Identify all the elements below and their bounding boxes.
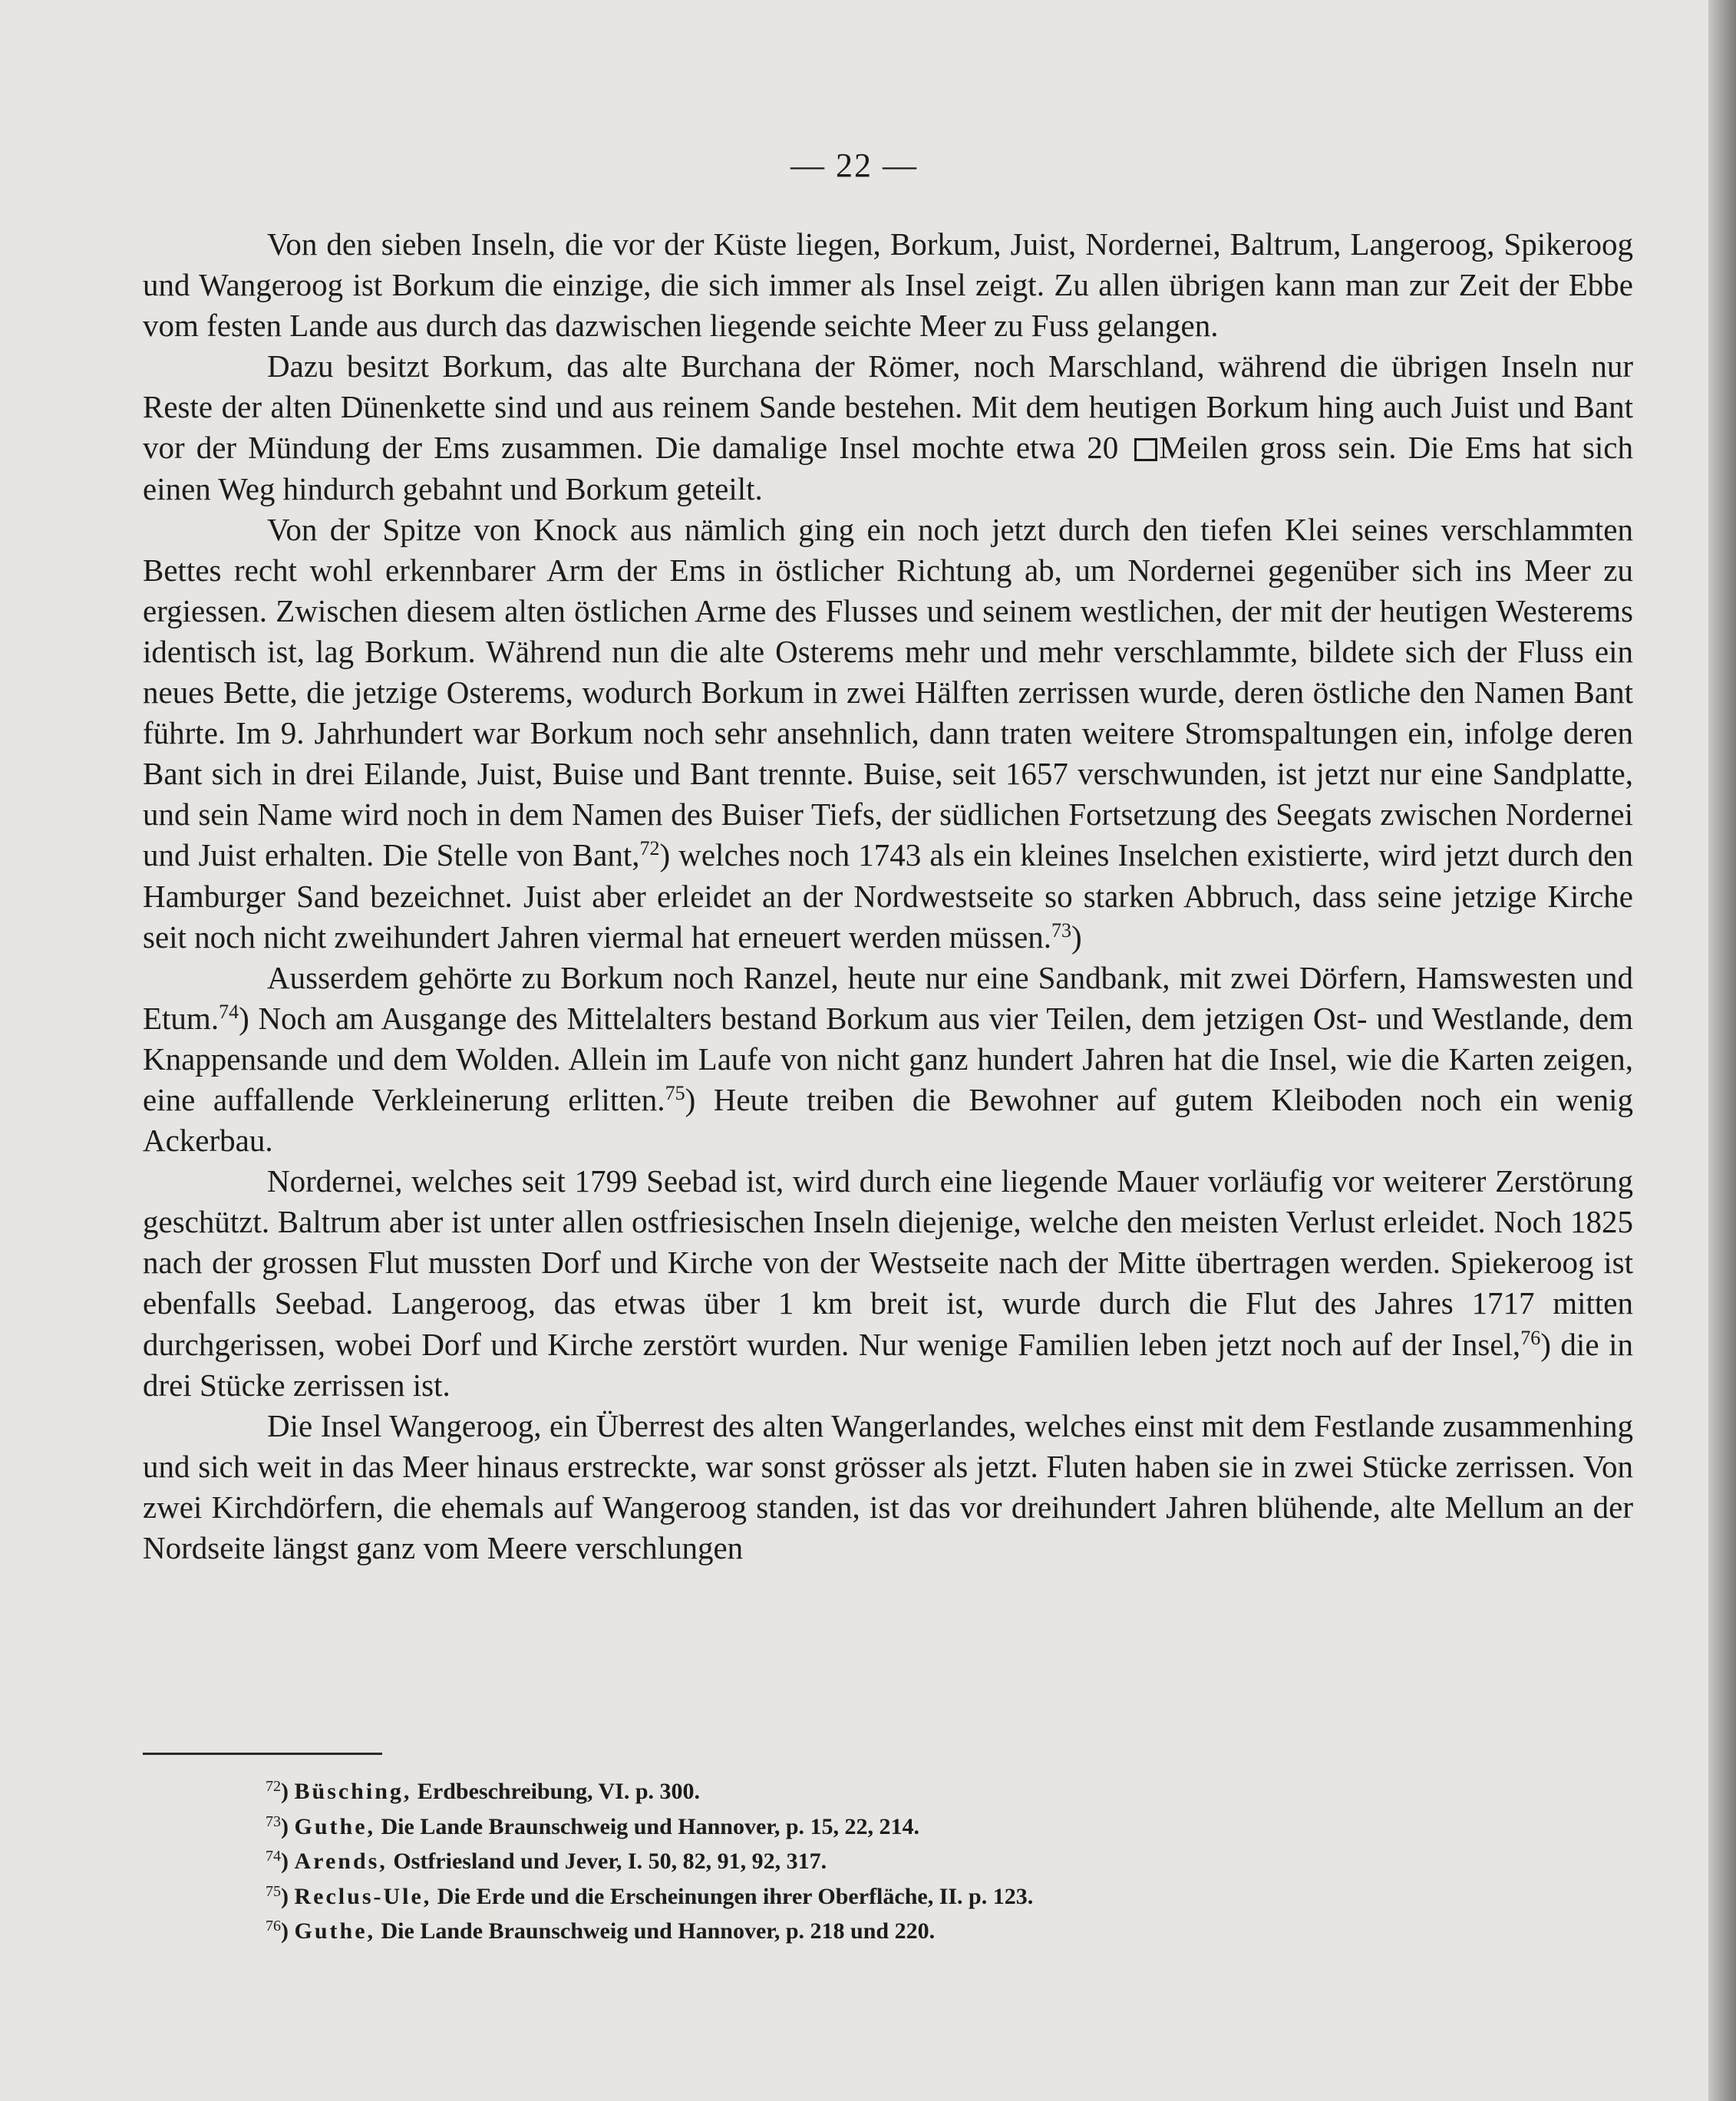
- footnote-ref-72[interactable]: 72: [639, 837, 660, 860]
- paragraph-3-text-b: ) welches noch 1743 als ein kleines Inselchen existierte, wird jetzt durch den Hamburger Sand bezeichnet. Juist aber erleidet an der Nordwestseite so starken Abbruch, dass seine jetzige Kirche seit noch nicht zweihundert Jahren viermal hat erneuert werden müssen.: [143, 837, 1633, 955]
- page-number: — 22 —: [790, 147, 918, 184]
- footnote-author: Reclus-Ule,: [294, 1883, 432, 1909]
- paragraph-2-text-b: Meilen gross sein. Die Ems hat sich einen Weg hindurch gebahnt und Borkum geteilt.: [143, 430, 1634, 506]
- paragraph-5: [143, 1161, 1633, 1406]
- footnote-citation: Erdbeschreibung, VI. p. 300.: [417, 1779, 701, 1804]
- footnote-citation: Die Lande Braunschweig und Hannover, p. 218 und 220.: [381, 1918, 936, 1944]
- paragraph-1: Von den sieben Inseln, die vor der Küste liegen, Borkum, Juist, Nordernei, Baltrum, Langeroog, Spikeroog und Wangeroog ist Borkum die einzige, die sich immer als Insel zeigt. Zu allen übrigen kann man zur Zeit der Ebbe vom festen Lande aus durch das dazwischen liegende seichte Meer zu Fuss gelangen.: [143, 226, 1633, 344]
- paragraph-3: [143, 510, 1633, 958]
- footnote-paren: ): [281, 1918, 289, 1944]
- paragraph-2-text-a: Dazu besitzt Borkum, das alte Burchana der Römer, noch Marschland, während die übrigen Inseln nur Reste der alten Dünenkette sind und aus reinem Sande bestehen. Mit dem heutigen Borkum hing auch Juist und Bant vor der Mündung der Ems zusammen. Die damalige Insel mochte etwa 20: [143, 348, 1633, 466]
- paragraph-2: [143, 346, 1633, 509]
- footnote-citation: Die Erde und die Erscheinungen ihrer Oberfläche, II. p. 123.: [437, 1883, 1034, 1909]
- footnote-ref-73[interactable]: 73: [1051, 919, 1072, 942]
- footnote-ref-75[interactable]: 75: [665, 1081, 685, 1104]
- footnote-number: 72: [266, 1778, 281, 1795]
- paragraph-4-text-c: ) Heute treiben die Bewohner auf gutem Kleiboden noch ein wenig Ackerbau.: [143, 1081, 1634, 1159]
- footnote-ref-74[interactable]: 74: [219, 1000, 239, 1023]
- footnote-author: Guthe,: [294, 1918, 376, 1944]
- body-text: [143, 224, 1633, 1568]
- paragraph-4-text-b: ) Noch am Ausgange des Mittelalters bestand Borkum aus vier Teilen, dem jetzigen Ost- und Westlande, dem Knappensande und dem Wolden. Allein im Laufe von nicht ganz hundert Jahren hat die Insel, wie die Karten zeigen, eine auffallende Verkleinerung erlitten.: [143, 1000, 1633, 1117]
- footnote-number: 73: [266, 1812, 281, 1830]
- footnote-paren: ): [281, 1849, 289, 1874]
- footnote-76: [266, 1914, 1493, 1949]
- footnote-author: Arends,: [294, 1849, 388, 1874]
- footnote-citation: Die Lande Braunschweig und Hannover, p. 15, 22, 214.: [381, 1813, 920, 1839]
- footnote-number: 74: [266, 1848, 281, 1865]
- footnote-75: [266, 1879, 1493, 1915]
- paragraph-5-text-a: Nordernei, welches seit 1799 Seebad ist, wird durch eine liegende Mauer vorläufig vor weiterer Zerstörung geschützt. Baltrum aber ist unter allen ostfriesischen Inseln diejenige, welche den meisten Verlust erleidet. Noch 1825 nach der grossen Flut mussten Dorf und Kirche von der Westseite nach der Mitte übertragen werden. Spiekeroog ist ebenfalls Seebad. Langeroog, das etwas über 1 km breit ist, wurde durch die Flut des Jahres 1717 mitten durchgerissen, wobei Dorf und Kirche zerstört wurden. Nur wenige Familien leben jetzt noch auf der Insel,: [143, 1163, 1633, 1362]
- paragraph-3-text-c: ): [1071, 919, 1082, 955]
- footnote-ref-76[interactable]: 76: [1520, 1326, 1541, 1349]
- footnote-73: [266, 1809, 1493, 1845]
- footnote-number: 75: [266, 1882, 281, 1900]
- square-miles-symbol-icon: [1134, 438, 1157, 461]
- footnote-paren: ): [281, 1779, 289, 1804]
- footnote-paren: ): [281, 1813, 289, 1839]
- paragraph-4: [143, 958, 1633, 1161]
- footnote-citation: Ostfriesland und Jever, I. 50, 82, 91, 92, 317.: [393, 1849, 827, 1874]
- footnote-author: Guthe,: [294, 1813, 376, 1839]
- paragraph-5-text-b: ) die in drei Stücke zerrissen ist.: [143, 1326, 1633, 1403]
- footnote-paren: ): [281, 1883, 289, 1909]
- footnotes: [266, 1774, 1493, 1949]
- paragraph-3-text-a: Von der Spitze von Knock aus nämlich ging ein noch jetzt durch den tiefen Klei seines verschlammten Bettes recht wohl erkennbarer Arm der Ems in östlicher Richtung ab, um Nordernei gegenüber sich ins Meer zu ergiessen. Zwischen diesem alten östlichen Arme des Flusses und seinem westlichen, der mit der heutigen Westerems identisch ist, lag Borkum. Während nun die alte Osterems mehr und mehr verschlammte, bildete sich der Fluss ein neues Bette, die jetzige Osterems, wodurch Borkum in zwei Hälften zerrissen wurde, deren östliche den Namen Bant führte. Im 9. Jahrhundert war Borkum noch sehr ansehnlich, dann traten weitere Stromspaltungen ein, infolge deren Bant sich in drei Eilande, Juist, Buise und Bant trennte. Buise, seit 1657 verschwunden, ist jetzt nur eine Sandplatte, und sein Name wird noch in dem Namen des Buiser Tiefs, der südlichen Fortsetzung des Seegats zwischen Nordernei und Juist erhalten. Die Stelle von Bant,: [143, 511, 1633, 873]
- paragraph-6: Die Insel Wangeroog, ein Überrest des alten Wangerlandes, welches einst mit dem Festlande zusammenhing und sich weit in das Meer hinaus erstreckte, war sonst grösser als jetzt. Fluten haben sie in zwei Stücke zerrissen. Von zwei Kirchdörfern, die ehemals auf Wangeroog standen, ist das vor dreihundert Jahren blühende, alte Mellum an der Nordseite längst ganz vom Meere verschlungen: [143, 1407, 1633, 1565]
- footnote-74: [266, 1844, 1493, 1879]
- footnote-author: Büsching,: [294, 1779, 412, 1804]
- paragraph-4-text-a: Ausserdem gehörte zu Borkum noch Ranzel, heute nur eine Sandbank, mit zwei Dörfern, Hamswesten und Etum.: [143, 959, 1633, 1036]
- footnote-72: [266, 1774, 1493, 1809]
- footnote-number: 76: [266, 1918, 281, 1934]
- footnote-separator: [143, 1753, 382, 1755]
- book-spine-shadow: [1708, 0, 1736, 2101]
